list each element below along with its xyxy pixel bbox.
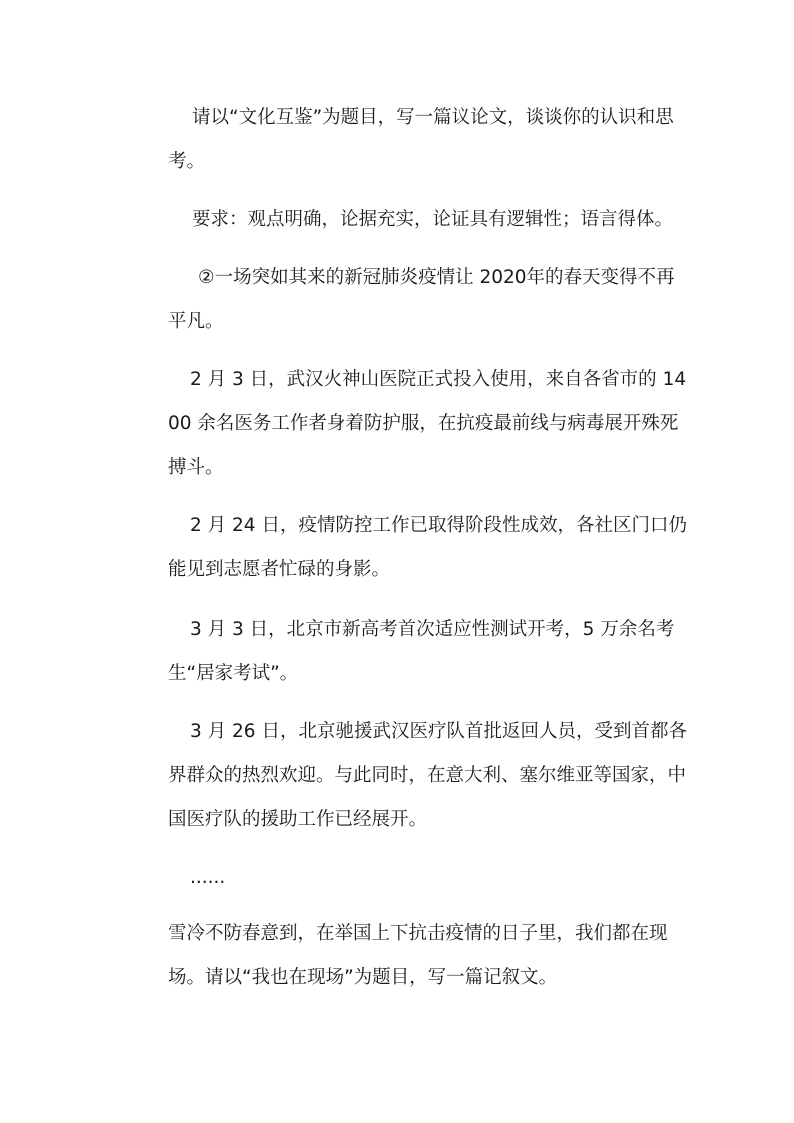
prompt-paragraph: 请以“文化互鉴”为题目，写一篇议论文，谈谈你的认识和思考。 <box>168 107 674 172</box>
requirements-paragraph: 要求：观点明确，论据充实，论证具有逻辑性；语言得体。 <box>192 209 674 230</box>
event-paragraph-feb24: 2 月 24 日，疫情防控工作已取得阶段性成效，各社区门口仍能见到志愿者忙碌的身影。 <box>168 515 687 580</box>
event-paragraph-mar26: 3 月 26 日，北京驰援武汉医疗队首批返回人员，受到首都各界群众的热烈欢迎。与此同时，在意大利、塞尔维亚等国家，中国医疗队的援助工作已经展开。 <box>168 721 687 830</box>
ellipsis-paragraph: ...... <box>190 867 226 888</box>
event-paragraph-mar3: 3 月 3 日，北京市新高考首次适应性测试开考，5 万余名考生“居家考试”。 <box>168 619 675 684</box>
event-paragraph-feb3: 2 月 3 日，武汉火神山医院正式投入使用，来自各省市的 1400 余名医务工作者身着防护服，在抗疫最前线与病毒展开殊死搏斗。 <box>168 369 687 478</box>
task-paragraph: 雪冷不防春意到，在举国上下抗击疫情的日子里，我们都在现场。请以“我也在现场”为题目，写一篇记叙文。 <box>168 923 668 988</box>
intro-paragraph: ②一场突如其来的新冠肺炎疫情让 2020年的春天变得不再平凡。 <box>168 267 675 332</box>
